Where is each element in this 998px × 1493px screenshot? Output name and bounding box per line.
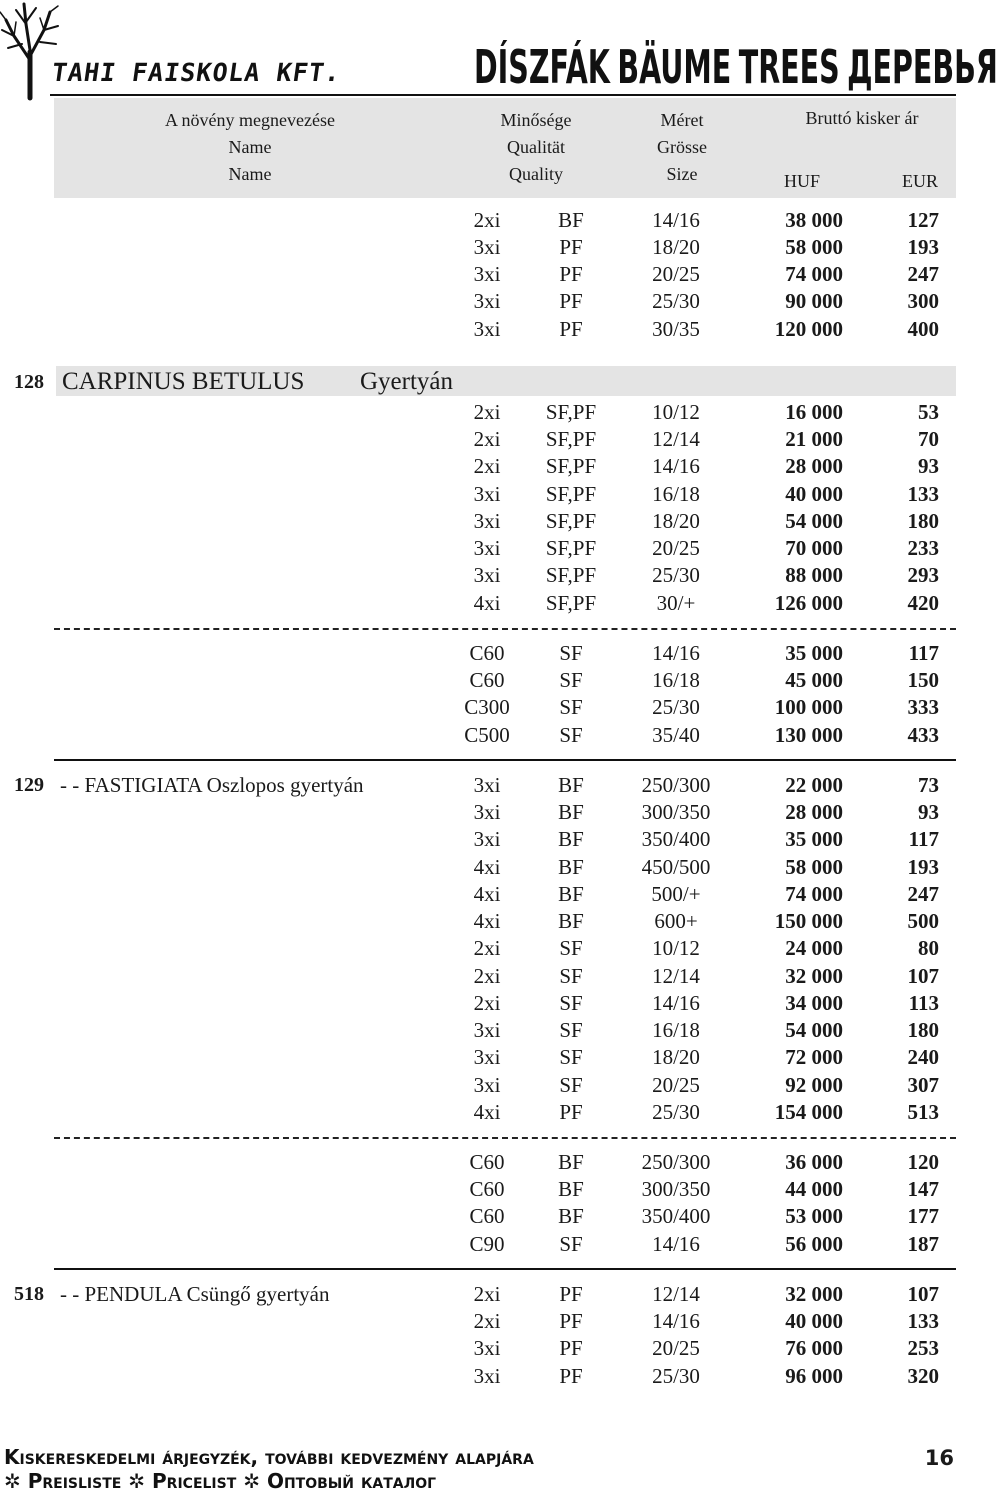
table-row: [0, 1099, 960, 1126]
pot-cell: 3xi: [473, 1045, 501, 1069]
quality-cell: BF: [558, 909, 584, 933]
title-word-de: BÄUME: [617, 40, 732, 94]
quality-cell: SF,PF: [545, 591, 597, 615]
price-eur-cell: 180: [907, 1018, 939, 1042]
price-eur-cell: 73: [918, 773, 939, 797]
size-cell: 12/14: [652, 964, 700, 988]
section-divider: [54, 1268, 956, 1270]
size-cell: 25/30: [652, 1364, 700, 1388]
dashed-divider: [54, 628, 956, 630]
price-huf-cell: 38 000: [785, 208, 843, 232]
table-row: [0, 508, 960, 535]
pot-cell: C60: [469, 1177, 505, 1201]
header-size-hu: Méret: [660, 110, 704, 130]
header-eur: EUR: [902, 171, 938, 191]
size-cell: 14/16: [652, 641, 700, 665]
price-eur-cell: 93: [918, 800, 939, 824]
table-row: [0, 722, 960, 749]
pot-cell: 4xi: [473, 909, 501, 933]
variety-code: 518: [14, 1283, 44, 1305]
pot-cell: 3xi: [473, 563, 501, 587]
table-row: [0, 481, 960, 508]
quality-cell: SF: [559, 991, 583, 1015]
size-cell: 25/30: [652, 563, 700, 587]
table-row: [0, 590, 960, 617]
table-row: [0, 1017, 960, 1044]
table-row: [0, 935, 960, 962]
footer-pricelist-note: Kiskereskedelmi árjegyzék, további kedvezmény alapjára: [4, 1445, 534, 1469]
table-row: [0, 1176, 960, 1203]
table-row: [0, 881, 960, 908]
pot-cell: 3xi: [473, 482, 501, 506]
size-cell: 14/16: [652, 991, 700, 1015]
price-eur-cell: 240: [907, 1045, 939, 1069]
page-number: 16: [924, 1446, 954, 1470]
section-divider: [54, 759, 956, 761]
quality-cell: SF: [559, 1073, 583, 1097]
table-row: [0, 535, 960, 562]
pot-cell: C60: [469, 1204, 505, 1228]
title-word-en: TREES: [738, 40, 840, 94]
size-cell: 10/12: [652, 400, 700, 424]
pot-cell: 3xi: [473, 536, 501, 560]
quality-cell: PF: [559, 262, 583, 286]
price-huf-cell: 28 000: [785, 800, 843, 824]
pot-cell: 3xi: [473, 1018, 501, 1042]
pot-cell: 3xi: [473, 1073, 501, 1097]
size-cell: 350/400: [641, 1204, 711, 1228]
price-huf-cell: 72 000: [785, 1045, 843, 1069]
table-row: [0, 667, 960, 694]
quality-cell: SF,PF: [545, 427, 597, 451]
table-row: [0, 1203, 960, 1230]
price-huf-cell: 22 000: [785, 773, 843, 797]
price-huf-cell: 74 000: [785, 882, 843, 906]
quality-cell: BF: [558, 827, 584, 851]
table-row: [0, 1281, 960, 1308]
size-cell: 14/16: [652, 454, 700, 478]
price-eur-cell: 150: [907, 668, 939, 692]
table-row: [0, 1308, 960, 1335]
price-huf-cell: 40 000: [785, 1309, 843, 1333]
price-eur-cell: 247: [907, 882, 939, 906]
species-header: [0, 366, 960, 396]
table-row: [0, 207, 960, 234]
pot-cell: 3xi: [473, 509, 501, 533]
table-row: [0, 1363, 960, 1390]
price-huf-cell: 35 000: [785, 641, 843, 665]
table-row: [0, 562, 960, 589]
pot-cell: 3xi: [473, 773, 501, 797]
table-row: [0, 453, 960, 480]
table-row: [0, 1072, 960, 1099]
header-price-title: Bruttó kisker ár: [805, 108, 919, 128]
pot-cell: 2xi: [473, 400, 501, 424]
size-cell: 500/+: [651, 882, 701, 906]
price-eur-cell: 233: [907, 536, 939, 560]
price-huf-cell: 36 000: [785, 1150, 843, 1174]
pot-cell: C300: [464, 695, 510, 719]
size-cell: 350/400: [641, 827, 711, 851]
quality-cell: PF: [559, 235, 583, 259]
size-cell: 18/20: [652, 235, 700, 259]
quality-cell: BF: [558, 855, 584, 879]
header-name-hu: A növény megnevezése: [165, 110, 335, 130]
quality-cell: SF: [559, 1232, 583, 1256]
quality-cell: BF: [558, 1204, 584, 1228]
size-cell: 20/25: [652, 1336, 700, 1360]
table-row: [0, 963, 960, 990]
pot-cell: C500: [464, 723, 510, 747]
price-eur-cell: 433: [907, 723, 939, 747]
price-eur-cell: 513: [907, 1100, 939, 1124]
header-huf: HUF: [783, 171, 820, 191]
price-eur-cell: 117: [908, 827, 939, 851]
price-huf-cell: 154 000: [774, 1100, 843, 1124]
quality-cell: SF: [559, 695, 583, 719]
size-cell: 18/20: [652, 1045, 700, 1069]
size-cell: 18/20: [652, 509, 700, 533]
pot-cell: 4xi: [473, 855, 501, 879]
pot-cell: 2xi: [473, 208, 501, 232]
pot-cell: 2xi: [473, 454, 501, 478]
size-cell: 16/18: [652, 668, 700, 692]
price-eur-cell: 180: [907, 509, 939, 533]
size-cell: 16/18: [652, 482, 700, 506]
pot-cell: 3xi: [473, 1336, 501, 1360]
table-row: [0, 234, 960, 261]
price-huf-cell: 54 000: [785, 509, 843, 533]
size-cell: 12/14: [652, 427, 700, 451]
pot-cell: 3xi: [473, 262, 501, 286]
title-word-hu: DÍSZFÁK: [474, 40, 610, 94]
quality-cell: PF: [559, 1336, 583, 1360]
size-cell: 12/14: [652, 1282, 700, 1306]
quality-cell: PF: [559, 289, 583, 313]
price-eur-cell: 80: [918, 936, 939, 960]
price-eur-cell: 107: [907, 964, 939, 988]
price-eur-cell: 420: [907, 591, 939, 615]
price-eur-cell: 500: [907, 909, 939, 933]
species-local-name: Gyertyán: [360, 368, 454, 395]
pot-cell: 4xi: [473, 1100, 501, 1124]
table-row: [0, 1231, 960, 1258]
price-huf-cell: 74 000: [785, 262, 843, 286]
table-row: [0, 1149, 960, 1176]
pot-cell: 2xi: [473, 991, 501, 1015]
price-eur-cell: 193: [907, 235, 939, 259]
table-row: [0, 854, 960, 881]
price-huf-cell: 56 000: [785, 1232, 843, 1256]
pot-cell: 2xi: [473, 1282, 501, 1306]
price-eur-cell: 333: [907, 695, 939, 719]
size-cell: 300/350: [641, 800, 711, 824]
quality-cell: BF: [558, 208, 584, 232]
pot-cell: 2xi: [473, 1309, 501, 1333]
quality-cell: PF: [559, 1364, 583, 1388]
pot-cell: 2xi: [473, 427, 501, 451]
price-huf-cell: 35 000: [785, 827, 843, 851]
table-row: [0, 426, 960, 453]
price-huf-cell: 92 000: [785, 1073, 843, 1097]
pot-cell: 2xi: [473, 936, 501, 960]
title-word-ru: ДЕРЕВЬЯ: [847, 40, 998, 94]
size-cell: 600+: [654, 909, 698, 933]
size-cell: 30/+: [656, 591, 696, 615]
price-eur-cell: 193: [907, 855, 939, 879]
price-eur-cell: 300: [907, 289, 939, 313]
price-huf-cell: 100 000: [774, 695, 843, 719]
header-name-de: Name: [228, 137, 272, 157]
quality-cell: PF: [559, 1282, 583, 1306]
banner-title: [474, 28, 998, 94]
pot-cell: 3xi: [473, 827, 501, 851]
price-eur-cell: 93: [918, 454, 939, 478]
quality-cell: SF: [559, 723, 583, 747]
price-huf-cell: 126 000: [774, 591, 843, 615]
price-huf-cell: 120 000: [774, 317, 843, 341]
price-huf-cell: 130 000: [774, 723, 843, 747]
header-name-en: Name: [228, 164, 272, 184]
table-row: [0, 990, 960, 1017]
quality-cell: SF: [559, 964, 583, 988]
banner-rule: [50, 94, 956, 96]
size-cell: 25/30: [652, 695, 700, 719]
table-row: [0, 908, 960, 935]
price-huf-cell: 40 000: [785, 482, 843, 506]
quality-cell: BF: [558, 1150, 584, 1174]
footer-pricelist-languages: ✲ Preisliste ✲ Pricelist ✲ Оптовый каталог: [4, 1469, 437, 1493]
pot-cell: 3xi: [473, 800, 501, 824]
quality-cell: SF: [559, 1018, 583, 1042]
quality-cell: SF,PF: [545, 536, 597, 560]
dashed-divider: [54, 1137, 956, 1139]
size-cell: 16/18: [652, 1018, 700, 1042]
size-cell: 14/16: [652, 1309, 700, 1333]
price-huf-cell: 28 000: [785, 454, 843, 478]
quality-cell: PF: [559, 1100, 583, 1124]
price-huf-cell: 76 000: [785, 1336, 843, 1360]
quality-cell: SF: [559, 641, 583, 665]
price-huf-cell: 45 000: [785, 668, 843, 692]
pot-cell: 4xi: [473, 882, 501, 906]
price-huf-cell: 96 000: [785, 1364, 843, 1388]
variety-name: - - FASTIGIATA Oszlopos gyertyán: [60, 773, 364, 797]
quality-cell: SF,PF: [545, 454, 597, 478]
pot-cell: 3xi: [473, 1364, 501, 1388]
price-eur-cell: 147: [907, 1177, 939, 1201]
quality-cell: PF: [559, 1309, 583, 1333]
quality-cell: SF: [559, 1045, 583, 1069]
price-eur-cell: 293: [907, 563, 939, 587]
size-cell: 20/25: [652, 262, 700, 286]
price-eur-cell: 70: [918, 427, 939, 451]
variety-code: 129: [14, 774, 44, 796]
quality-cell: SF,PF: [545, 563, 597, 587]
price-eur-cell: 127: [907, 208, 939, 232]
price-eur-cell: 113: [908, 991, 939, 1015]
price-huf-cell: 32 000: [785, 1282, 843, 1306]
quality-cell: PF: [559, 317, 583, 341]
quality-cell: SF: [559, 936, 583, 960]
header-quality-en: Quality: [509, 164, 563, 184]
price-huf-cell: 70 000: [785, 536, 843, 560]
table-row: [0, 772, 960, 799]
size-cell: 20/25: [652, 1073, 700, 1097]
species-latin-name: CARPINUS BETULUS: [62, 368, 305, 395]
pot-cell: C60: [469, 1150, 505, 1174]
price-huf-cell: 21 000: [785, 427, 843, 451]
price-eur-cell: 247: [907, 262, 939, 286]
price-eur-cell: 120: [907, 1150, 939, 1174]
price-huf-cell: 53 000: [785, 1204, 843, 1228]
company-logo-text: TAHI FAISKOLA KFT.: [49, 58, 343, 87]
header-quality-de: Qualität: [507, 137, 565, 157]
price-huf-cell: 34 000: [785, 991, 843, 1015]
price-eur-cell: 107: [907, 1282, 939, 1306]
variety-name: - - PENDULA Csüngő gyertyán: [60, 1282, 330, 1306]
price-eur-cell: 177: [907, 1204, 939, 1228]
price-huf-cell: 24 000: [785, 936, 843, 960]
price-huf-cell: 54 000: [785, 1018, 843, 1042]
price-eur-cell: 307: [907, 1073, 939, 1097]
table-row: [0, 1335, 960, 1362]
table-row: [0, 261, 960, 288]
size-cell: 25/30: [652, 1100, 700, 1124]
quality-cell: BF: [558, 1177, 584, 1201]
size-cell: 300/350: [641, 1177, 711, 1201]
size-cell: 30/35: [652, 317, 700, 341]
size-cell: 10/12: [652, 936, 700, 960]
pot-cell: 3xi: [473, 317, 501, 341]
price-eur-cell: 320: [907, 1364, 939, 1388]
price-huf-cell: 90 000: [785, 289, 843, 313]
quality-cell: SF,PF: [545, 400, 597, 424]
quality-cell: SF,PF: [545, 482, 597, 506]
price-huf-cell: 150 000: [774, 909, 843, 933]
header-size-de: Grösse: [657, 137, 707, 157]
size-cell: 14/16: [652, 1232, 700, 1256]
quality-cell: SF,PF: [545, 509, 597, 533]
size-cell: 25/30: [652, 289, 700, 313]
pot-cell: 2xi: [473, 964, 501, 988]
pot-cell: C90: [469, 1232, 505, 1256]
quality-cell: BF: [558, 882, 584, 906]
price-eur-cell: 117: [908, 641, 939, 665]
price-huf-cell: 32 000: [785, 964, 843, 988]
price-eur-cell: 133: [907, 482, 939, 506]
price-eur-cell: 253: [907, 1336, 939, 1360]
table-row: [0, 399, 960, 426]
price-huf-cell: 88 000: [785, 563, 843, 587]
table-row: [0, 799, 960, 826]
quality-cell: BF: [558, 800, 584, 824]
pot-cell: C60: [469, 668, 505, 692]
table-row: [0, 826, 960, 853]
table-row: [0, 694, 960, 721]
price-eur-cell: 53: [918, 400, 939, 424]
price-eur-cell: 187: [907, 1232, 939, 1256]
table-row: [0, 640, 960, 667]
price-huf-cell: 58 000: [785, 855, 843, 879]
price-eur-cell: 133: [907, 1309, 939, 1333]
species-code: 128: [14, 371, 44, 393]
price-eur-cell: 400: [907, 317, 939, 341]
header-size-en: Size: [666, 164, 698, 184]
pot-cell: 4xi: [473, 591, 501, 615]
price-huf-cell: 44 000: [785, 1177, 843, 1201]
size-cell: 35/40: [652, 723, 700, 747]
size-cell: 250/300: [641, 773, 711, 797]
size-cell: 20/25: [652, 536, 700, 560]
size-cell: 450/500: [641, 855, 711, 879]
size-cell: 250/300: [641, 1150, 711, 1174]
table-row: [0, 1044, 960, 1071]
quality-cell: BF: [558, 773, 584, 797]
size-cell: 14/16: [652, 208, 700, 232]
table-row: [0, 316, 960, 343]
header-quality-hu: Minősége: [500, 110, 572, 130]
table-row: [0, 288, 960, 315]
price-huf-cell: 58 000: [785, 235, 843, 259]
pot-cell: C60: [469, 641, 505, 665]
price-huf-cell: 16 000: [785, 400, 843, 424]
pot-cell: 3xi: [473, 235, 501, 259]
pot-cell: 3xi: [473, 289, 501, 313]
quality-cell: SF: [559, 668, 583, 692]
